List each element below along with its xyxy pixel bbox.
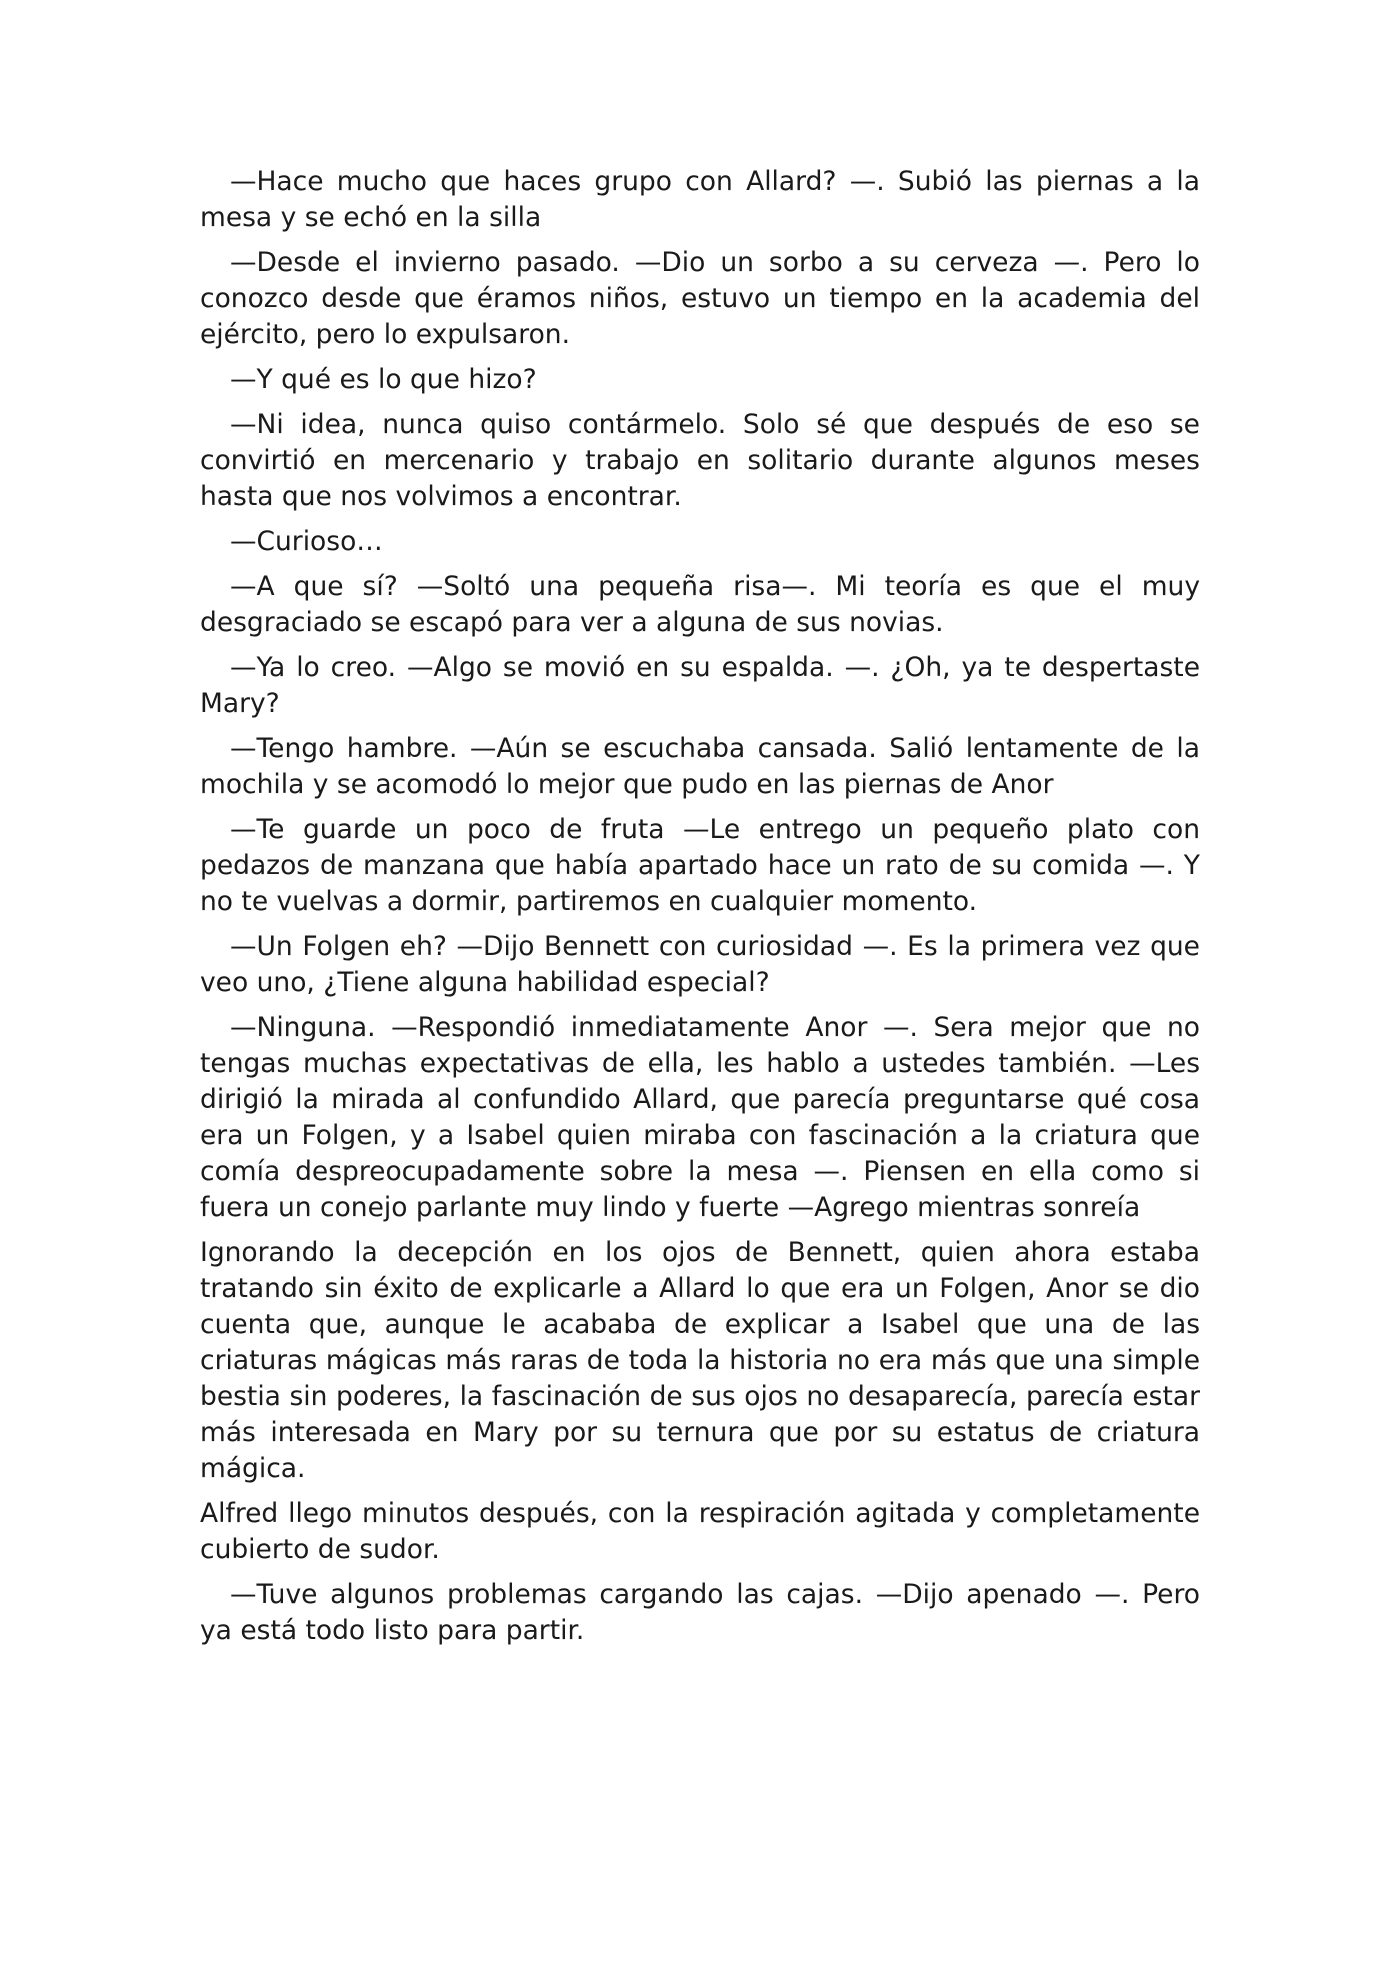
paragraph: —Te guarde un poco de fruta —Le entrego un pequeño plato con pedazos de manzana que había apartado hace un rato de su comida —. Y no te vuelvas a dormir, partiremos en cualquier momento. [200, 814, 1200, 917]
paragraph: —Tuve algunos problemas cargando las cajas. —Dijo apenado —. Pero ya está todo listo para partir. [200, 1579, 1200, 1646]
paragraph: —Ya lo creo. —Algo se movió en su espalda. —. ¿Oh, ya te despertaste Mary? [200, 652, 1200, 719]
paragraph: Alfred llego minutos después, con la respiración agitada y completamente cubierto de sudor. [200, 1498, 1200, 1565]
paragraph: Ignorando la decepción en los ojos de Bennett, quien ahora estaba tratando sin éxito de explicarle a Allard lo que era un Folgen, Anor se dio cuenta que, aunque le acababa de explicar a Isabel que una de las criaturas mágicas más raras de toda la historia no era más que una simple bestia sin poderes, la fascinación de sus ojos no desaparecía, parecía estar más interesada en Mary por su ternura que por su estatus de criatura mágica. [200, 1237, 1200, 1484]
paragraph: —Y qué es lo que hizo? [230, 364, 537, 395]
paragraph: —Ni idea, nunca quiso contármelo. Solo sé que después de eso se convirtió en mercenario y trabajo en solitario durante algunos meses hasta que nos volvimos a encontrar. [200, 409, 1200, 512]
paragraph: —Ninguna. —Respondió inmediatamente Anor —. Sera mejor que no tengas muchas expectativas de ella, les hablo a ustedes también. —Les dirigió la mirada al confundido Allard, que parecía preguntarse qué cosa era un Folgen, y a Isabel quien miraba con fascinación a la criatura que comía despreocupadamente sobre la mesa —. Piensen en ella como si fuera un conejo parlante muy lindo y fuerte —Agrego mientras sonreía [200, 1012, 1200, 1223]
paragraph: —Curioso… [230, 526, 383, 557]
paragraph: —Un Folgen eh? —Dijo Bennett con curiosidad —. Es la primera vez que veo uno, ¿Tiene alguna habilidad especial? [200, 931, 1200, 998]
paragraph: —Tengo hambre. —Aún se escuchaba cansada. Salió lentamente de la mochila y se acomodó lo mejor que pudo en las piernas de Anor [200, 733, 1200, 800]
paragraph: —Hace mucho que haces grupo con Allard? —. Subió las piernas a la mesa y se echó en la silla [200, 166, 1200, 233]
body-text [200, 164, 1200, 1658]
paragraph: —Desde el invierno pasado. —Dio un sorbo a su cerveza —. Pero lo conozco desde que éramos niños, estuvo un tiempo en la academia del ejército, pero lo expulsaron. [200, 247, 1200, 350]
paragraph: —A que sí? —Soltó una pequeña risa—. Mi teoría es que el muy desgraciado se escapó para ver a alguna de sus novias. [200, 571, 1200, 638]
